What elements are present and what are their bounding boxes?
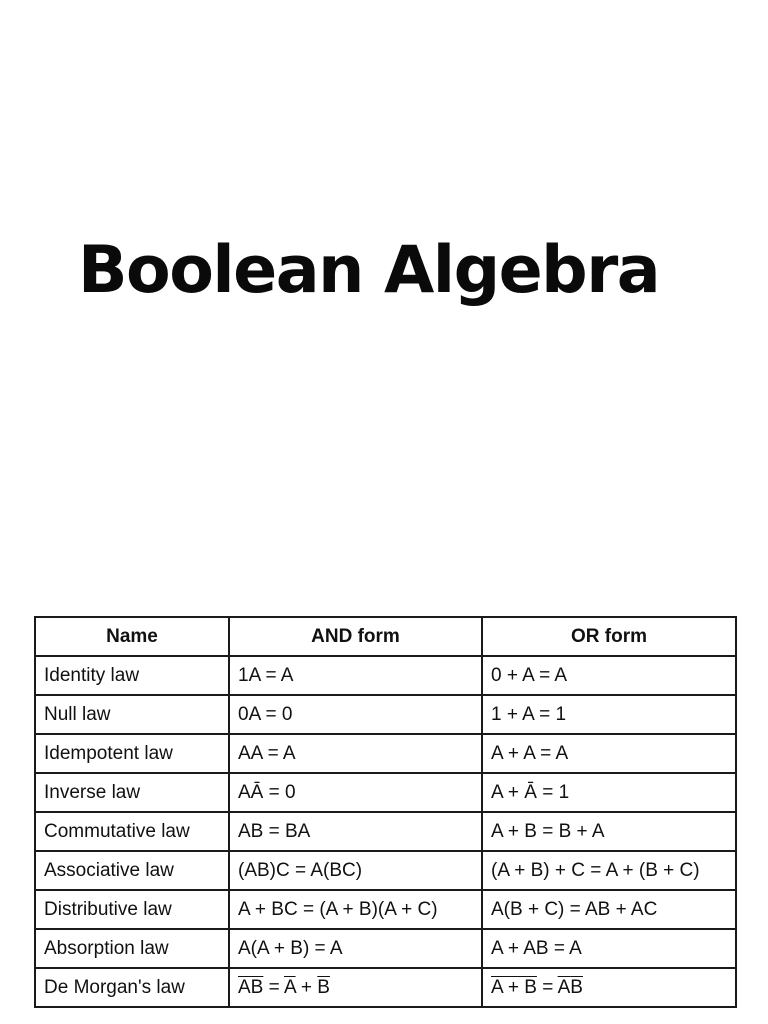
- column-header-or-form: OR form: [482, 617, 736, 656]
- or-form-cell: 1 + A = 1: [482, 695, 736, 734]
- boolean-laws-table: [34, 616, 737, 1008]
- and-form-cell: AB = BA: [229, 812, 482, 851]
- and-form-cell: A(A + B) = A: [229, 929, 482, 968]
- and-form-cell: 0A = 0: [229, 695, 482, 734]
- law-name: Inverse law: [35, 773, 229, 812]
- table-row: [35, 773, 736, 812]
- or-form-cell: (A + B) + C = A + (B + C): [482, 851, 736, 890]
- table-row: [35, 695, 736, 734]
- table-header-row: [35, 617, 736, 656]
- table-row: [35, 968, 736, 1007]
- table-row: [35, 851, 736, 890]
- complement-overline: $\overline{A}$: [283, 976, 296, 998]
- and-form-cell: $\overline{AB} = \overline{A} + \overline{B}$: [229, 968, 482, 1007]
- and-form-cell: (AB)C = A(BC): [229, 851, 482, 890]
- complement-overline: $\overline{AB}$: [238, 976, 264, 998]
- table-row: [35, 734, 736, 773]
- column-header-and-form: AND form: [229, 617, 482, 656]
- law-name: Commutative law: [35, 812, 229, 851]
- table-row: [35, 929, 736, 968]
- table-row: [35, 890, 736, 929]
- law-name: Idempotent law: [35, 734, 229, 773]
- page-title: Boolean Algebra: [78, 233, 660, 308]
- or-form-cell: A + AB = A: [482, 929, 736, 968]
- law-name: Distributive law: [35, 890, 229, 929]
- or-form-cell: 0 + A = A: [482, 656, 736, 695]
- law-name: Associative law: [35, 851, 229, 890]
- complement-overline: A + B: [491, 976, 537, 998]
- table-row: [35, 812, 736, 851]
- table-row: [35, 656, 736, 695]
- and-form-cell: 1A = A: [229, 656, 482, 695]
- and-form-cell: AA = A: [229, 734, 482, 773]
- or-form-cell: $A + B = \overline{A}\overline{B}$: [482, 968, 736, 1007]
- complement-overline: $\overline{B}$: [317, 976, 330, 998]
- or-form-cell: A + Ā = 1: [482, 773, 736, 812]
- or-form-cell: A + B = B + A: [482, 812, 736, 851]
- or-form-cell: A + A = A: [482, 734, 736, 773]
- and-form-cell: A + BC = (A + B)(A + C): [229, 890, 482, 929]
- law-name: Absorption law: [35, 929, 229, 968]
- complement-overline: $\overline{B}$: [570, 976, 583, 998]
- or-form-cell: A(B + C) = AB + AC: [482, 890, 736, 929]
- column-header-name: Name: [35, 617, 229, 656]
- and-form-cell: AĀ = 0: [229, 773, 482, 812]
- law-name: De Morgan's law: [35, 968, 229, 1007]
- law-name: Null law: [35, 695, 229, 734]
- complement-overline: $\overline{A}$: [557, 976, 571, 998]
- law-name: Identity law: [35, 656, 229, 695]
